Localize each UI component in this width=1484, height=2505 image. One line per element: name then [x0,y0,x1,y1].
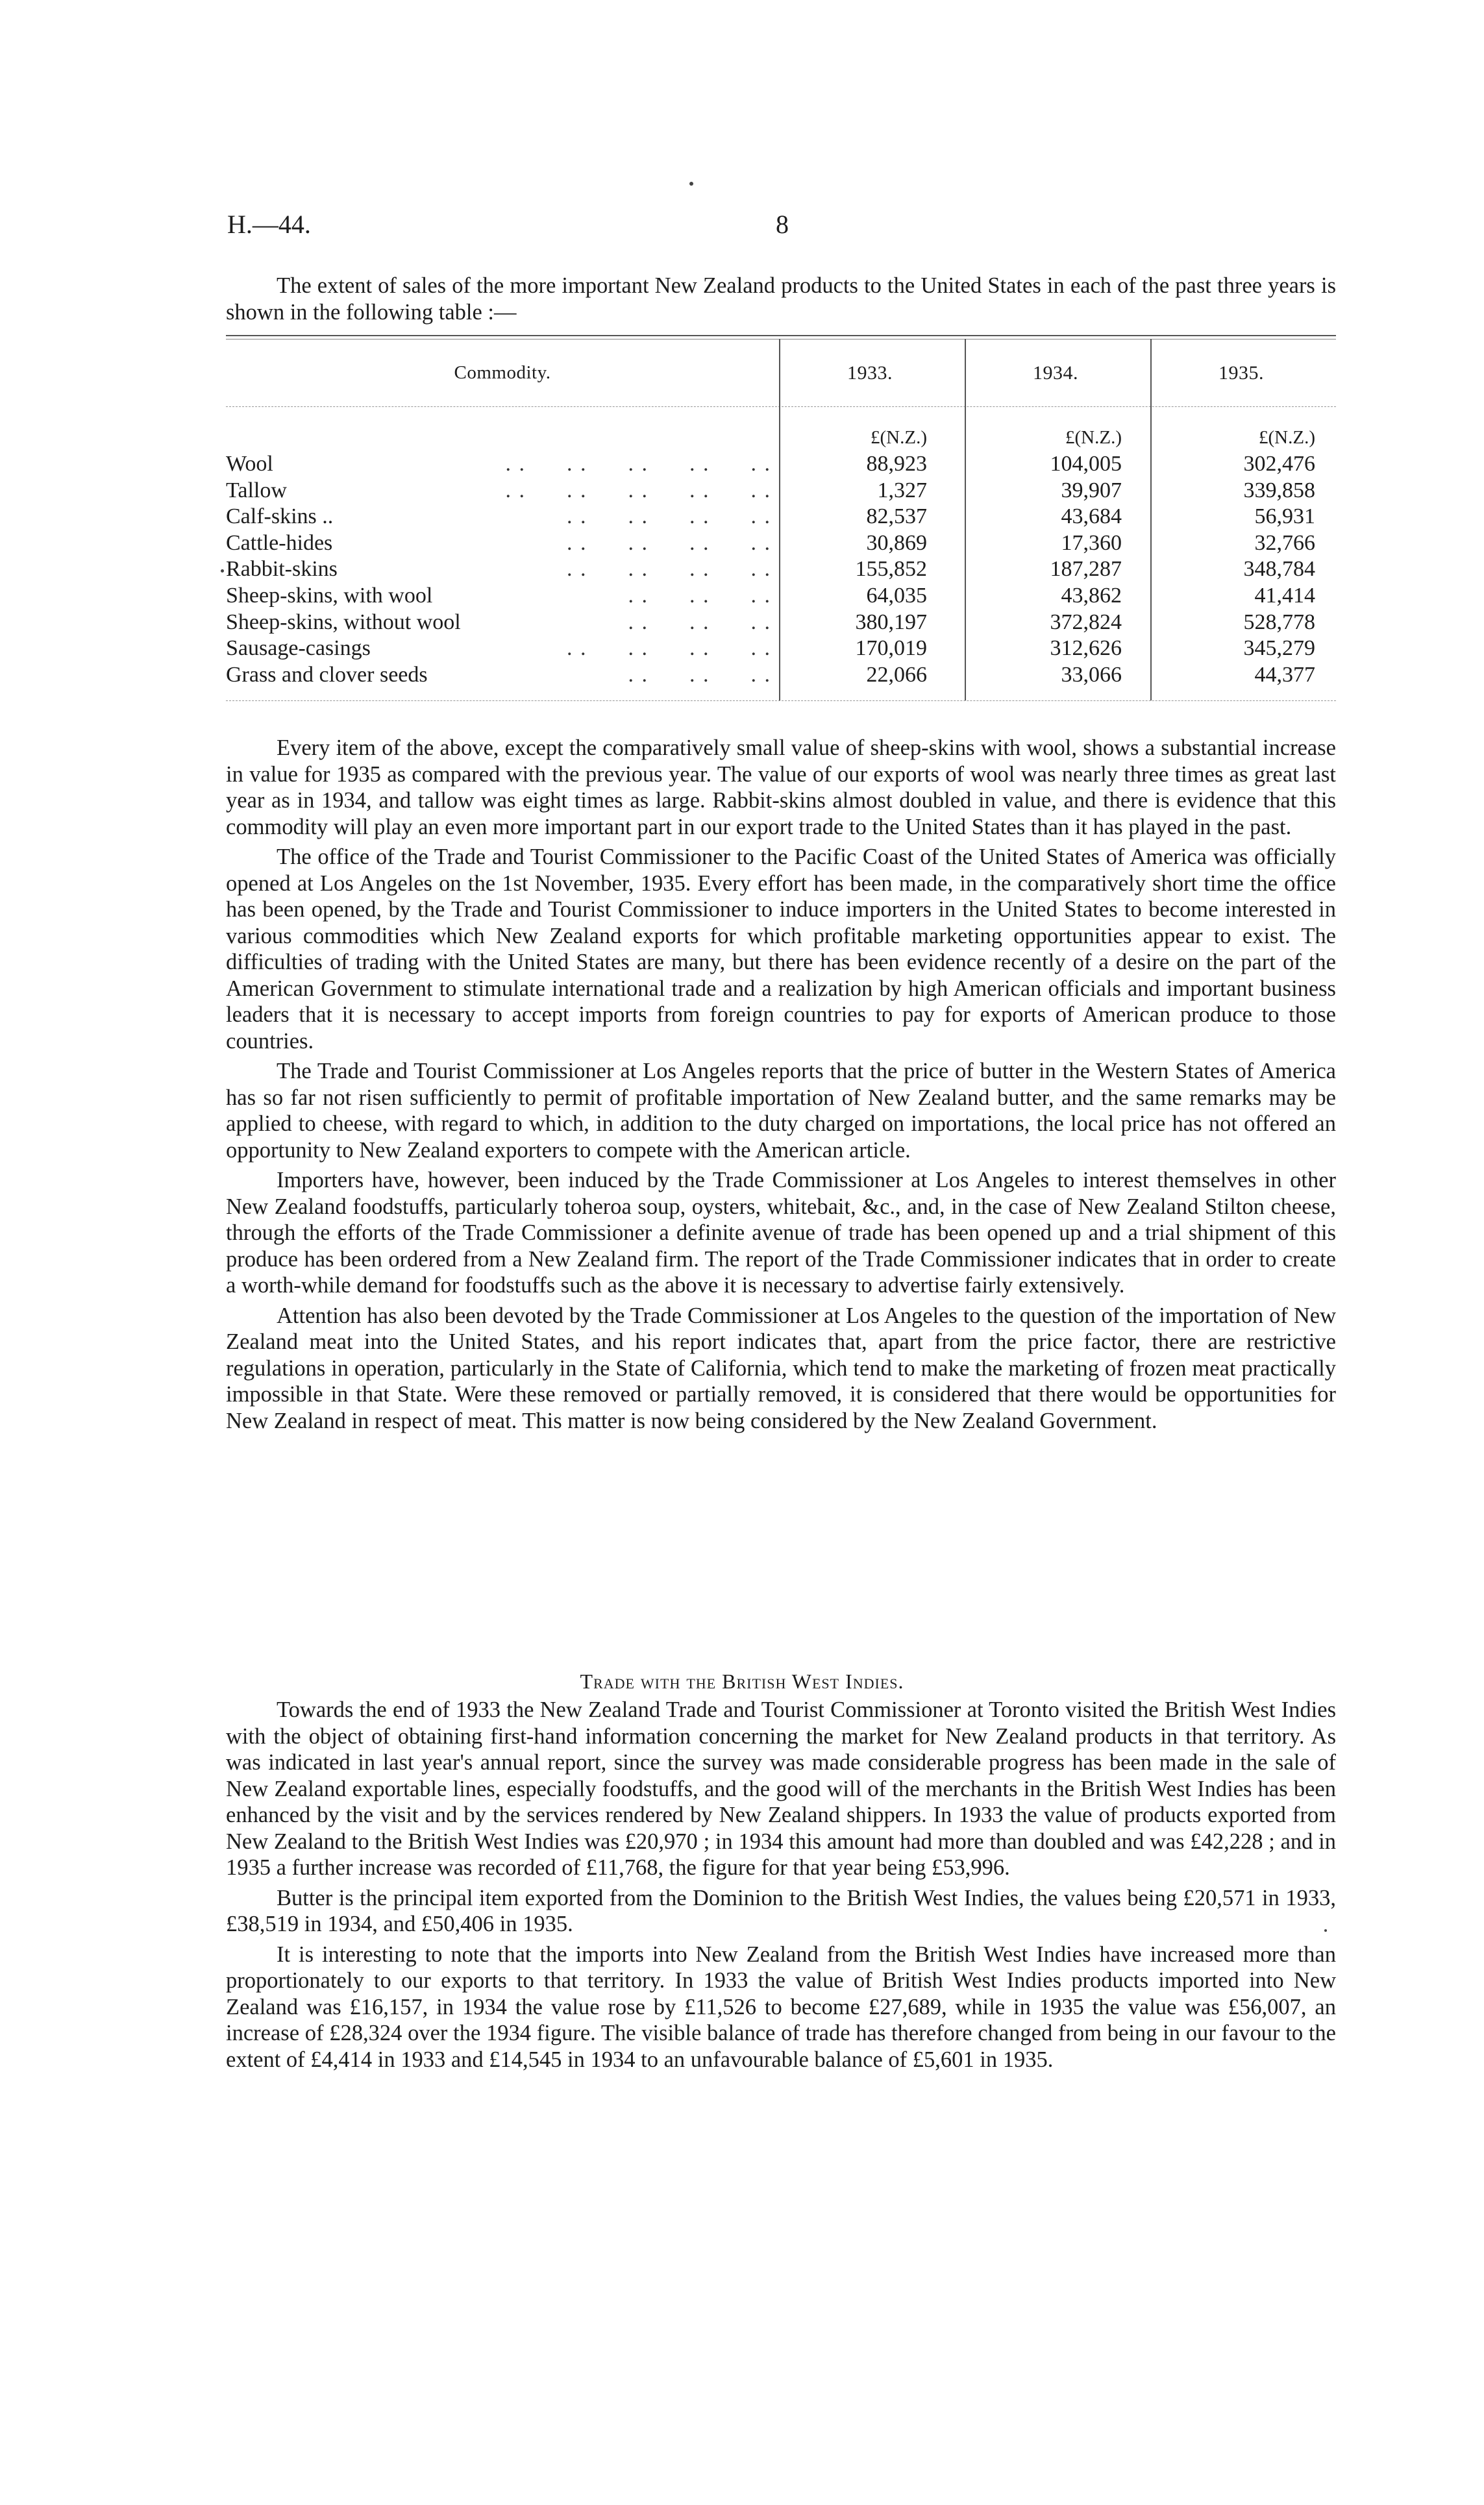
table-bottom-rule [226,700,1336,701]
value-1935: 41,414 [1254,584,1315,608]
table-row [226,584,1336,610]
header-1934: 1934. [1033,362,1078,384]
value-1933: 82,537 [866,504,927,529]
leader-dots: . . . . . . . . . . [505,452,771,476]
leader-dots: . . . . . . . . [567,557,771,582]
table-row [226,504,1336,531]
commodity-name: Sheep-skins, with wool [226,584,433,608]
table-row [226,663,1336,689]
row-commodity [226,636,771,661]
commodity-name: Tallow [226,478,287,502]
value-1933: 170,019 [855,636,927,661]
page-header [0,209,1484,248]
units-1934: £(N.Z.) [1065,427,1122,448]
intro-text: The extent of sales of the more important New Zealand products to the United States in each of the past three years is shown in the following table :— [226,273,1336,325]
value-1934: 372,824 [1050,610,1122,634]
commodity-name: Sheep-skins, without wool [226,610,461,634]
leader-dots: . . . . . . [628,662,771,687]
scan-speck [221,569,224,573]
value-1935: 528,778 [1243,610,1315,634]
commodity-name: Grass and clover seeds [226,662,428,687]
value-1935: 44,377 [1254,662,1315,687]
value-1934: 187,287 [1050,557,1122,582]
value-1933: 30,869 [866,530,927,555]
value-1933: 1,327 [877,478,927,502]
commodity-name: Wool [226,452,273,476]
value-1935: 345,279 [1243,636,1315,661]
paragraph: Attention has also been devoted by the Trade Commissioner at Los Angeles to the question of the importation of New Zealand meat into the United States, and his report indicates that, apart from the price factor, there are restrictive regulations in operation, particularly in the State of California, which tend to make the marketing of frozen meat practically impossible in that State. Were these removed or partially removed, it is considered that there would be opportunities for New Zealand in respect of meat. This matter is now being considered by the New Zealand Government. [226,1303,1336,1433]
table-row [226,557,1336,584]
paragraph: Towards the end of 1933 the New Zealand Trade and Tourist Commissioner at Toronto visited the British West Indies with the object of obtaining first-hand information concerning the market for New Zealand products in that territory. As was indicated in last year's annual report, since the survey was made considerable progress has been made in the sale of New Zealand exportable lines, especially foodstuffs, and the good will of the merchants in the British West Indies has been enhanced by the visit and by the services rendered by New Zealand shippers. In 1933 the value of products exported from New Zealand to the British West Indies was £20,970 ; in 1934 this amount had more than doubled and was £42,228 ; and in 1935 a further increase was recorded of £11,768, the figure for that year being £53,996. [226,1697,1336,1880]
commodity-name: Cattle-hides [226,530,333,555]
row-commodity [226,557,771,582]
table-row [226,531,1336,558]
table-row [226,452,1336,478]
leader-dots: . . . . . . . . [567,530,771,555]
header-1933: 1933. [847,362,893,384]
value-1935: 32,766 [1254,530,1315,555]
section-heading-text: Trade with the British West Indies. [580,1670,904,1693]
row-commodity [226,584,771,608]
header-1935: 1935. [1218,362,1264,384]
intro-paragraph [226,273,1336,325]
row-commodity [226,531,771,556]
leader-dots: . . . . . . [628,610,771,634]
value-1934: 17,360 [1061,530,1122,555]
page-number: 8 [776,210,789,239]
value-1933: 88,923 [866,452,927,476]
paragraph: The Trade and Tourist Commissioner at Los Angeles reports that the price of butter in the Western States of America has so far not risen sufficiently to permit of profitable importation of New Zealand butter, and the same remarks may be applied to cheese, with regard to which, in addition to the duty charged on importations, the local price has not offered an opportunity to New Zealand exporters to compete with the American article. [226,1059,1336,1163]
table-top-rule [226,335,1336,336]
section-heading [0,1670,1484,1694]
value-1933: 22,066 [866,662,927,687]
value-1935: 348,784 [1243,557,1315,582]
table-row [226,610,1336,637]
units-1935: £(N.Z.) [1259,427,1315,448]
value-1935: 56,931 [1254,504,1315,529]
leader-dots: . . . . . . . . [567,636,771,661]
value-1935: 339,858 [1243,478,1315,502]
value-1934: 33,066 [1061,662,1122,687]
value-1934: 104,005 [1050,452,1122,476]
value-1934: 43,862 [1061,584,1122,608]
paragraph: It is interesting to note that the imports into New Zealand from the British West Indies have increased more than proportionately to our exports to that territory. In 1933 the value of British West Indies products imported into New Zealand was £16,157, in 1934 the value rose by £11,526 to become £27,689, while in 1935 the value was £56,007, an increase of £28,324 over the 1934 figure. The visible balance of trade has therefore changed from being in our favour to the extent of £4,414 in 1933 and £14,545 in 1934 to an unfavourable balance of £5,601 in 1935. [226,1942,1336,2072]
commodity-name: Sausage-casings [226,636,371,661]
row-commodity [226,478,771,503]
scan-speck [689,182,693,186]
row-commodity [226,663,771,687]
value-1933: 155,852 [855,557,927,582]
units-1933: £(N.Z.) [871,427,927,448]
leader-dots: . . . . . . . . [567,504,771,529]
value-1935: 302,476 [1243,452,1315,476]
table-row [226,636,1336,663]
row-commodity [226,504,771,529]
commodity-name: Rabbit-skins [226,557,338,582]
paragraph: Every item of the above, except the comparatively small value of sheep-skins with wool, shows a substantial increase in value for 1935 as compared with the previous year. The value of our exports of wool was nearly three times as great last year as in 1934, and tallow was eight times as large. Rabbit-skins almost doubled in value, and there is evidence that this commodity will play an even more important part in our export trade to the United States than it has played in the past. [226,735,1336,839]
row-commodity [226,452,771,476]
document-reference: H.—44. [227,210,311,239]
table-header-rule [226,406,1336,407]
header-commodity: Commodity. [454,362,551,383]
leader-dots: . . . . . . [628,584,771,608]
paragraph: Butter is the principal item exported from the Dominion to the British West Indies, the values being £20,571 in 1933, £38,519 in 1934, and £50,406 in 1935. [226,1885,1336,1936]
value-1934: 312,626 [1050,636,1122,661]
value-1933: 380,197 [855,610,927,634]
body-section-2 [226,1697,1336,2073]
row-commodity [226,610,771,635]
body-section-1 [226,735,1336,1434]
leader-dots: . . . . . . . . . . [505,478,771,502]
paragraph: The office of the Trade and Tourist Commissioner to the Pacific Coast of the United States of America was officially opened at Los Angeles on the 1st November, 1935. Every effort has been made, in the comparatively short time the office has been opened, by the Trade and Tourist Commissioner to induce importers in the United States to become interested in various commodities which New Zealand exports for which profitable marketing opportunities appear to exist. The difficulties of trading with the United States are many, but there has been evidence recently of a desire on the part of the American Government to stimulate international trade and a realization by high American officials and important business leaders that it is necessary to accept imports from foreign countries to pay for exports of American produce to those countries. [226,845,1336,1054]
value-1934: 43,684 [1061,504,1122,529]
commodity-name: Calf-skins .. [226,504,334,529]
paragraph: Importers have, however, been induced by the Trade Commissioner at Los Angeles to interest themselves in other New Zealand foodstuffs, particularly toheroa soup, oysters, whitebait, &c., and, in the case of New Zealand Stilton cheese, through the efforts of the Trade Commissioner a definite avenue of trade has been opened up and a trial shipment of this produce has been ordered from a New Zealand firm. The report of the Trade Commissioner indicates that in order to create a worth-while demand for foodstuffs such as the above it is necessary to advertise fairly extensively. [226,1168,1336,1298]
exports-table [226,335,1336,706]
value-1933: 64,035 [866,584,927,608]
table-row [226,478,1336,505]
value-1934: 39,907 [1061,478,1122,502]
